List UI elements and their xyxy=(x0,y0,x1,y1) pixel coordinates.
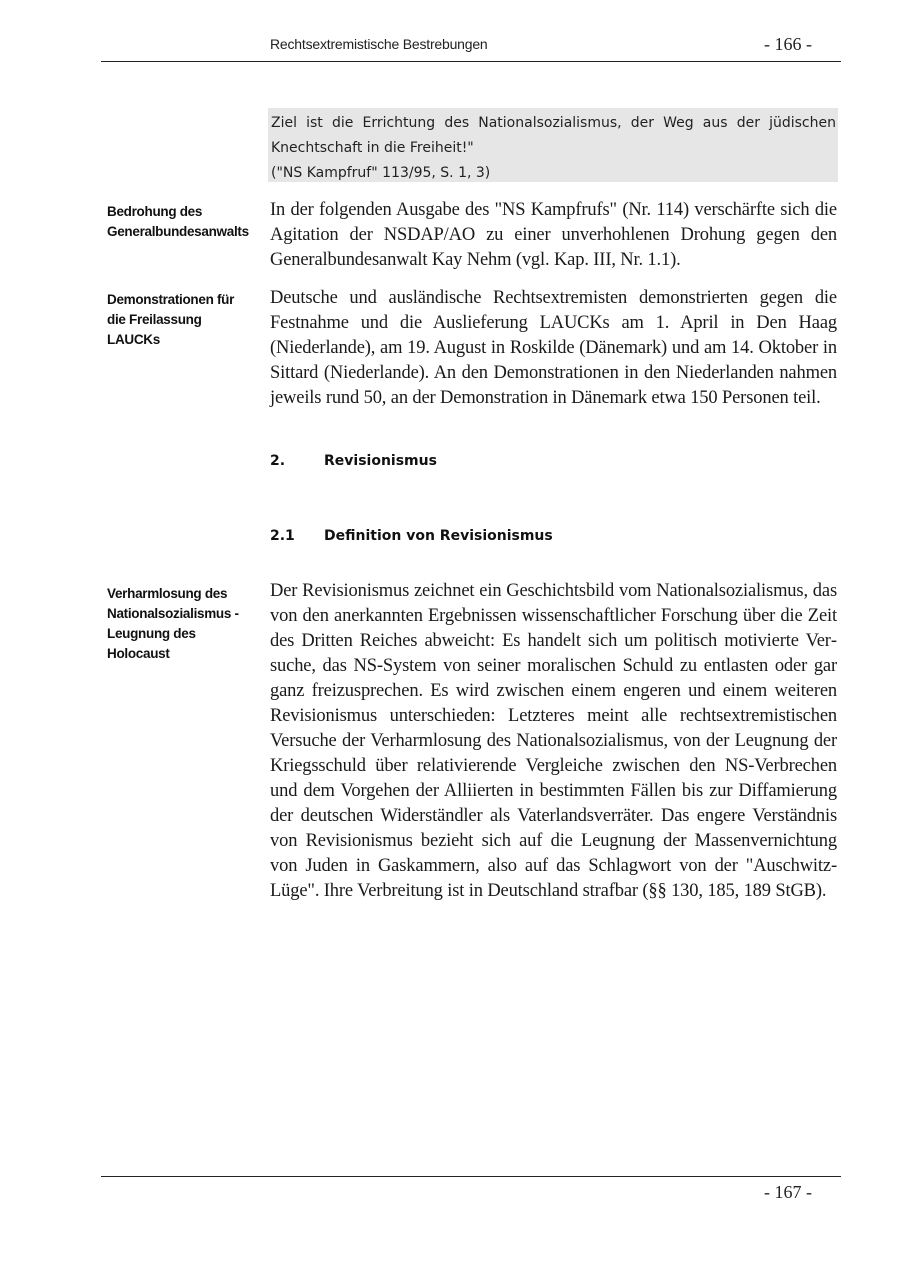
margin-note-line: Nationalsozialismus - xyxy=(107,606,239,621)
margin-note-demonstrationen xyxy=(107,290,265,350)
quote-line: Ziel ist die Errichtung des Nationalsozialismus, der Weg aus der jüdischen xyxy=(271,115,836,131)
section-heading-2-1 xyxy=(270,528,553,544)
paragraph-bedrohung: In der folgenden Ausgabe des "NS Kampfrufs" (Nr. 114) verschärfte sich die Agitation der NSDAP/AO zu einer unverhohlenen Drohung gegen den Generalbundesanwalt Kay Nehm (vgl. Kap. III, Nr. 1.1). xyxy=(270,200,837,270)
margin-note-line: LAUCKs xyxy=(107,332,160,347)
running-header-title: Rechtsextremistische Bestrebungen xyxy=(270,36,488,52)
paragraph-revisionismus: Der Revisionismus zeichnet ein Geschichtsbild vom Nationalsozialismus, das von den anerkannten Ergebnissen wissenschaftlicher Forschung über die Zeit des Dritten Reiches abweicht: Es handelt sich um politisch motivierte Versuche, das NS-System von seiner moralischen Schuld zu entlasten oder gar ganz freizusprechen. Es wird zwischen einem engeren und einem weiteren Revisionismus unterschieden: Letzteres meint alle rechtsextremistischen Versuche der Verharmlosung des Nationalsozialismus, von der Leugnung der Kriegsschuld über relativierende Vergleiche zwischen den NS-Verbrechen und dem Vorgehen der Alliierten in bestimmten Fällen bis zur Diffamierung der deutschen Widerständler als Vaterlandsverräter. Das engere Verständnis von Revisionismus bezieht sich auf die Leugnung der Massenvernichtung von Juden in Gaskammern, also auf das Schlagwort von der "Auschwitz-Lüge". Ihre Verbreitung ist in Deutschland strafbar (§§ 130, 185, 189 StGB). xyxy=(270,581,837,901)
quote-line: Knechtschaft in die Freiheit!" xyxy=(271,140,474,156)
heading-title: Revisionismus xyxy=(324,453,437,469)
margin-note-line: Bedrohung des xyxy=(107,204,203,219)
footer-rule xyxy=(101,1176,841,1177)
footer-page-number: - 167 - xyxy=(764,1182,812,1202)
header-page-number: - 166 - xyxy=(764,34,812,54)
heading-number: 2.1 xyxy=(270,528,295,544)
header-rule xyxy=(101,61,841,62)
heading-title: Definition von Revisionismus xyxy=(324,528,553,544)
margin-note-line: Holocaust xyxy=(107,646,170,661)
margin-note-line: Demonstrationen für xyxy=(107,292,235,307)
quote-box xyxy=(268,108,838,182)
paragraph-demonstrationen: Deutsche und ausländische Rechtsextremisten demonstrierten gegen die Festnahme und die Auslieferung LAUCKs am 1. April in Den Haag (Niederlande), am 19. August in Roskilde (Dänemark) und am 14. Oktober in Sittard (Niederlande). An den Demonstrationen in den Niederlanden nahmen jeweils rund 50, an der Demonstration in Dänemark etwa 150 Personen teil. xyxy=(270,288,837,408)
heading-number: 2. xyxy=(270,453,286,469)
margin-note-line: Leugnung des xyxy=(107,626,196,641)
margin-note-line: die Freilassung xyxy=(107,312,202,327)
margin-note-bedrohung xyxy=(107,202,265,242)
margin-note-verharmlosung xyxy=(107,584,265,664)
margin-note-line: Verharmlosung des xyxy=(107,586,228,601)
margin-note-line: Generalbundesanwalts xyxy=(107,224,249,239)
quote-source: ("NS Kampfruf" 113/95, S. 1, 3) xyxy=(271,165,491,181)
section-heading-2 xyxy=(270,453,437,469)
